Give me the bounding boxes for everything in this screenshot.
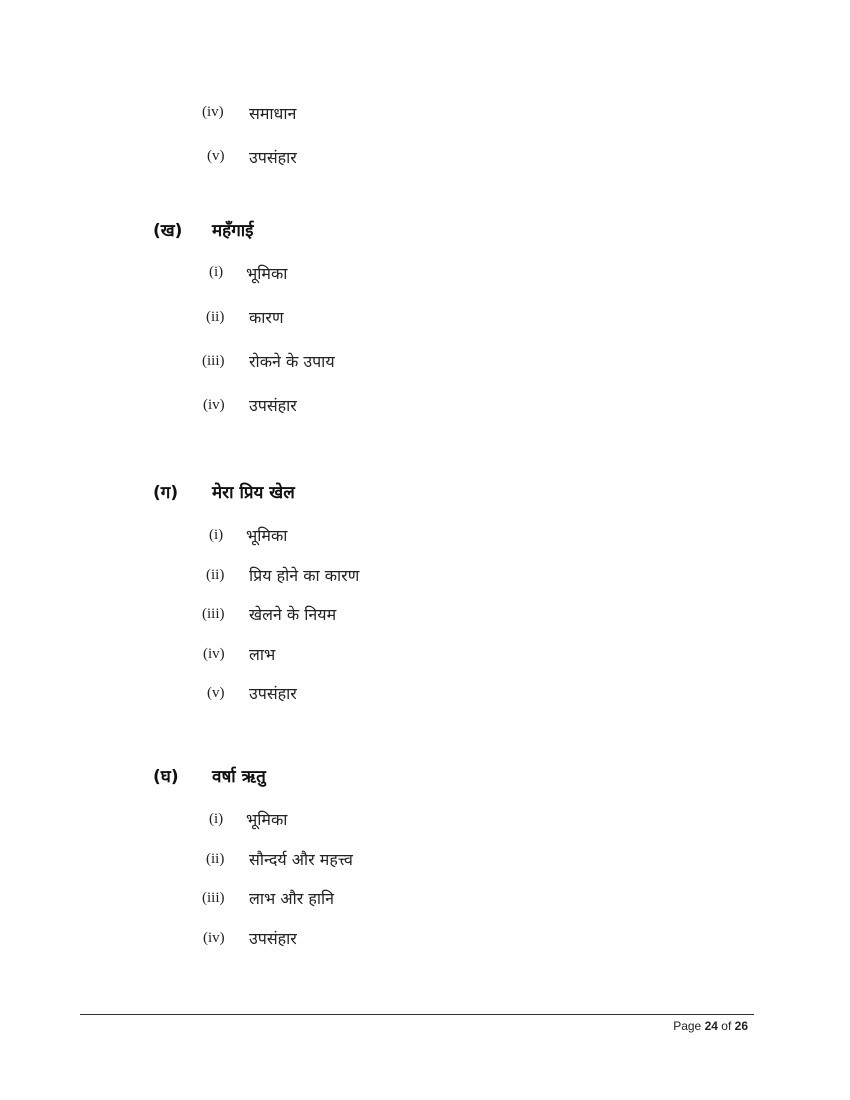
item-text: भूमिका — [246, 264, 288, 283]
item-number: (iii) — [202, 890, 225, 906]
item-number: (i) — [209, 264, 224, 280]
top-item-number: (iv) — [202, 104, 224, 120]
item-text: कारण — [249, 308, 284, 327]
item-text: उपसंहार — [249, 684, 297, 703]
top-item-text: उपसंहार — [249, 148, 297, 167]
section-label: (ख) — [153, 221, 183, 241]
item-number: (ii) — [206, 309, 225, 325]
page-total: 26 — [734, 1019, 748, 1033]
page-current: 24 — [704, 1019, 718, 1033]
item-number: (i) — [209, 811, 224, 827]
section-title: महँगाई — [212, 221, 254, 241]
item-text: प्रिय होने का कारण — [249, 566, 360, 585]
item-text: लाभ और हानि — [249, 889, 334, 908]
section-label: (घ) — [153, 767, 179, 787]
item-number: (i) — [209, 527, 224, 543]
item-text: भूमिका — [246, 810, 288, 829]
footer-divider — [80, 1014, 754, 1015]
item-text: लाभ — [249, 645, 276, 664]
item-text: भूमिका — [246, 526, 288, 545]
section-title: मेरा प्रिय खेल — [212, 483, 295, 503]
item-number: (ii) — [206, 567, 225, 583]
item-text: उपसंहार — [249, 929, 297, 948]
item-number: (ii) — [206, 851, 225, 867]
top-item-number: (v) — [207, 148, 225, 164]
item-number: (iv) — [203, 397, 225, 413]
top-item-text: समाधान — [249, 104, 297, 123]
item-number: (iii) — [202, 353, 225, 369]
item-text: रोकने के उपाय — [249, 352, 335, 371]
item-number: (iv) — [203, 930, 225, 946]
item-text: उपसंहार — [249, 396, 297, 415]
item-number: (iv) — [203, 646, 225, 662]
item-text: खेलने के नियम — [249, 605, 337, 624]
item-text: सौन्दर्य और महत्त्व — [249, 850, 353, 869]
item-number: (v) — [207, 685, 225, 701]
page-prefix: Page — [673, 1019, 702, 1033]
section-label: (ग) — [153, 483, 179, 503]
page-number — [673, 1019, 748, 1033]
page-of: of — [721, 1019, 732, 1033]
section-title: वर्षा ऋतु — [212, 767, 266, 787]
item-number: (iii) — [202, 606, 225, 622]
